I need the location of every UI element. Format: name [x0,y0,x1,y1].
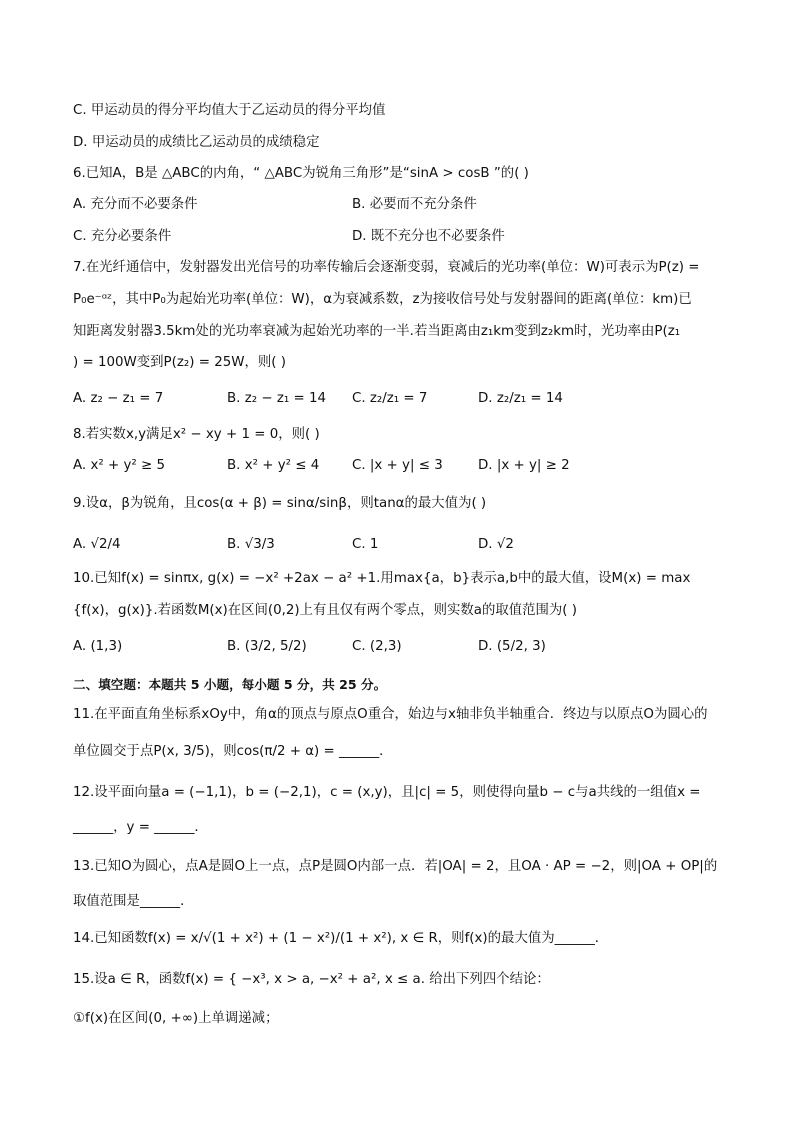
q5-option-c: C. 甲运动员的得分平均值大于乙运动员的得分平均值 [73,103,386,118]
question-6: 6.已知A，B是 △ABC的内角，“ △ABC为锐角三角形”是“sinA > cosB ”的( ) [73,166,529,181]
q8-option-b: B. x² + y² ≤ 4 [227,458,320,473]
question-11-line-1: 11.在平面直角坐标系xOy中，角α的顶点与原点O重合，始边与x轴非负半轴重合．终边与以原点O为圆心的 [73,707,708,722]
q6-option-c: C. 充分必要条件 [73,229,172,244]
question-10-line-1: 10.已知f(x) = sinπx, g(x) = −x² +2ax − a² +1.用max{a，b}表示a,b中的最大值，设M(x) = max [73,571,691,586]
q8-option-c: C. |x + y| ≤ 3 [352,458,443,473]
question-15: 15.设a ∈ R，函数f(x) = { −x³, x > a, −x² + a², x ≤ a. 给出下列四个结论： [73,972,550,987]
q8-option-a: A. x² + y² ≥ 5 [73,458,166,473]
question-7-line-4: ) = 100W变到P(z₂) = 25W，则( ) [73,355,286,370]
q10-option-c: C. (2,3) [352,639,402,654]
question-13-line-1: 13.已知O为圆心，点A是圆O上一点，点P是圆O内部一点．若|OA| = 2，且OA · AP = −2，则|OA + OP|的 [73,859,718,874]
q7-option-a: A. z₂ − z₁ = 7 [73,391,164,406]
question-14: 14.已知函数f(x) = x/√(1 + x²) + (1 − x²)/(1 + x²), x ∈ R，则f(x)的最大值为______． [73,931,609,946]
question-10-line-2: {f(x)，g(x)}.若函数M(x)在区间(0,2)上有且仅有两个零点，则实数a的取值范围为( ) [73,603,577,618]
question-13-line-2: 取值范围是______． [73,894,194,909]
question-8: 8.若实数x,y满足x² − xy + 1 = 0，则( ) [73,427,320,442]
q8-option-d: D. |x + y| ≥ 2 [478,458,570,473]
q7-option-c: C. z₂/z₁ = 7 [352,391,428,406]
question-7-line-1: 7.在光纤通信中，发射器发出光信号的功率传输后会逐渐变弱，衰减后的光功率(单位：W)可表示为P(z) = [73,260,700,275]
q9-option-b: B. √3/3 [227,537,275,552]
section-header-fill-in: 二、填空题：本题共 5 小题，每小题 5 分，共 25 分。 [73,677,387,692]
question-7-line-3: 知距离发射器3.5km处的光功率衰减为起始光功率的一半.若当距离由z₁km变到z₂km时，光功率由P(z₁ [73,324,681,339]
question-12-line-1: 12.设平面向量a = (−1,1)，b = (−2,1)，c = (x,y)，且|c| = 5，则使得向量b − c与a共线的一组值x = [73,785,701,800]
question-11-line-2: 单位圆交于点P(x, 3/5)，则cos(π/2 + α) = ______． [73,744,393,759]
q5-option-d: D. 甲运动员的成绩比乙运动员的成绩稳定 [73,135,320,150]
q6-option-d: D. 既不充分也不必要条件 [352,229,505,244]
question-7-line-2: P₀e⁻ᵅᶻ，其中P₀为起始光功率(单位：W)，α为衰减系数，z为接收信号处与发射器间的距离(单位：km)已 [73,292,692,307]
q6-option-b: B. 必要而不充分条件 [352,197,477,212]
q7-option-d: D. z₂/z₁ = 14 [478,391,563,406]
q9-option-a: A. √2/4 [73,537,121,552]
q9-option-d: D. √2 [478,537,514,552]
q9-option-c: C. 1 [352,537,379,552]
q6-option-a: A. 充分而不必要条件 [73,197,198,212]
q15-conclusion-1: ①f(x)在区间(0, +∞)上单调递减； [73,1011,279,1026]
question-9: 9.设α，β为锐角，且cos(α + β) = sinα/sinβ，则tanα的最大值为( ) [73,496,487,511]
q7-option-b: B. z₂ − z₁ = 14 [227,391,326,406]
question-12-line-2: ______，y = ______． [73,820,208,835]
q10-option-d: D. (5/2, 3) [478,639,546,654]
q10-option-a: A. (1,3) [73,639,123,654]
q10-option-b: B. (3/2, 5/2) [227,639,307,654]
